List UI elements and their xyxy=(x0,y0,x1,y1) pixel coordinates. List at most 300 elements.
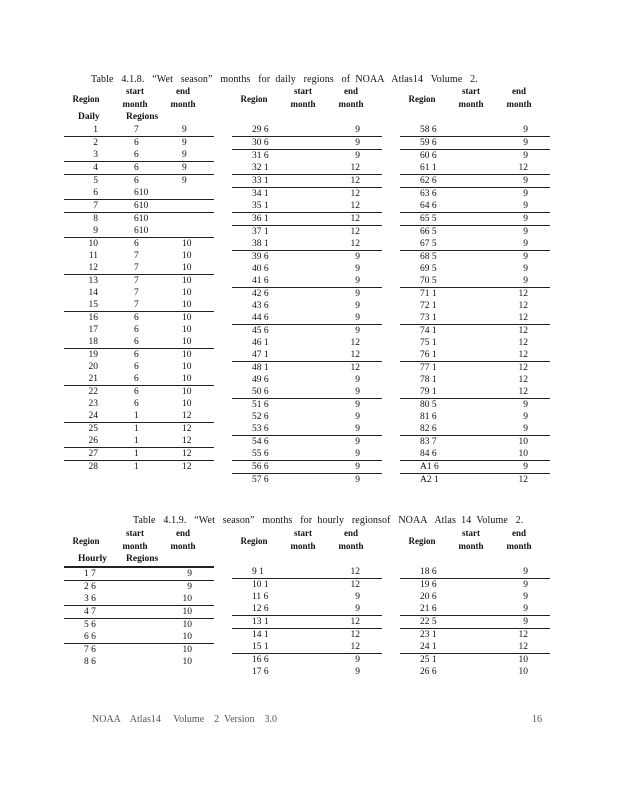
region-start-cell: 73 1 xyxy=(420,313,437,323)
end-month-cell: 12 xyxy=(350,338,360,348)
table-row xyxy=(400,337,550,349)
end-month-cell: 12 xyxy=(350,201,360,211)
table-row xyxy=(64,287,214,299)
end-month-cell: 12 xyxy=(350,176,360,186)
header-start-month: month xyxy=(122,99,148,109)
region-start-cell: 45 6 xyxy=(252,326,269,336)
table-row xyxy=(232,312,382,324)
table-row xyxy=(400,653,550,666)
end-month-cell: 9 xyxy=(355,264,360,274)
start-month-cell: 610 xyxy=(134,226,149,236)
header-end-month: month xyxy=(506,99,532,109)
region-cell: 10 xyxy=(88,239,98,249)
table-row xyxy=(232,136,382,149)
table-row xyxy=(64,324,214,336)
region-start-cell: 40 6 xyxy=(252,264,269,274)
table-row xyxy=(400,275,550,287)
region-start-cell: 53 6 xyxy=(252,424,269,434)
region-cell: 21 xyxy=(88,374,98,384)
region-start-cell: 50 6 xyxy=(252,387,269,397)
region-start-cell: 51 6 xyxy=(252,400,269,410)
table-row xyxy=(232,200,382,212)
table-row xyxy=(400,312,550,324)
table-row xyxy=(232,603,382,615)
end-month-cell: 10 xyxy=(182,362,192,372)
region-start-cell: 18 6 xyxy=(420,567,437,577)
end-month-cell: 9 xyxy=(355,667,360,677)
region-start-cell: 8 6 xyxy=(84,657,96,667)
region-start-cell: 62 6 xyxy=(420,176,437,186)
region-cell: 26 xyxy=(88,436,98,446)
table-row xyxy=(232,174,382,187)
subheader-right: Regions xyxy=(126,554,159,564)
start-month-cell: 6 xyxy=(134,176,139,186)
header-end-month: month xyxy=(170,99,196,109)
end-month-cell: 9 xyxy=(355,326,360,336)
region-cell: 25 xyxy=(88,424,98,434)
start-month-cell: 1 xyxy=(134,436,139,446)
table-row xyxy=(400,603,550,615)
table-header xyxy=(400,86,550,112)
table-row xyxy=(64,348,214,361)
start-month-cell: 6 xyxy=(134,325,139,335)
region-cell: 9 xyxy=(93,226,98,236)
end-month-cell: 10 xyxy=(518,437,528,447)
table-row xyxy=(232,460,382,473)
end-month-cell: 12 xyxy=(350,617,360,627)
region-start-cell: 37 1 xyxy=(252,227,269,237)
end-month-cell: 9 xyxy=(355,449,360,459)
region-start-cell: 75 1 xyxy=(420,338,437,348)
region-cell: 7 xyxy=(93,201,98,211)
table-row xyxy=(232,411,382,423)
end-month-cell: 10 xyxy=(182,657,192,667)
start-month-cell: 610 xyxy=(134,188,149,198)
daily-table-column-2 xyxy=(232,86,382,486)
region-start-cell: 60 6 xyxy=(420,151,437,161)
region-start-cell: 77 1 xyxy=(420,363,437,373)
end-month-cell: 9 xyxy=(187,569,192,579)
header-end-month: month xyxy=(338,99,364,109)
table-row xyxy=(64,568,214,580)
end-month-cell: 9 xyxy=(523,424,528,434)
end-month-cell: 12 xyxy=(182,449,192,459)
region-start-cell: 69 5 xyxy=(420,264,437,274)
table-row xyxy=(64,373,214,385)
region-start-cell: 68 5 xyxy=(420,252,437,262)
region-start-cell: 81 6 xyxy=(420,412,437,422)
end-month-cell: 9 xyxy=(523,176,528,186)
header-start: start xyxy=(126,528,144,538)
end-month-cell: 12 xyxy=(518,301,528,311)
region-start-cell: 79 1 xyxy=(420,387,437,397)
table-row xyxy=(64,212,214,225)
table-row xyxy=(232,212,382,225)
header-end: end xyxy=(511,528,526,538)
end-month-cell: 9 xyxy=(523,400,528,410)
end-month-cell: 9 xyxy=(523,151,528,161)
table-row xyxy=(64,136,214,149)
table-row xyxy=(400,578,550,591)
region-start-cell: 12 6 xyxy=(252,604,269,614)
region-cell: 22 xyxy=(88,387,98,397)
region-start-cell: 17 6 xyxy=(252,667,269,677)
region-start-cell: A1 6 xyxy=(420,462,439,472)
end-month-cell: 9 xyxy=(523,252,528,262)
table-row xyxy=(64,398,214,410)
table-row xyxy=(64,225,214,237)
end-month-cell: 12 xyxy=(350,350,360,360)
region-start-cell: 66 5 xyxy=(420,227,437,237)
end-month-cell: 12 xyxy=(518,163,528,173)
end-month-cell: 9 xyxy=(523,567,528,577)
start-month-cell: 6 xyxy=(134,239,139,249)
start-month-cell: 7 xyxy=(134,288,139,298)
header-start: start xyxy=(462,528,480,538)
end-month-cell: 9 xyxy=(355,301,360,311)
table-row xyxy=(400,386,550,398)
header-region: Region xyxy=(72,94,100,104)
end-month-cell: 10 xyxy=(518,667,528,677)
end-month-cell: 9 xyxy=(355,424,360,434)
region-cell: 14 xyxy=(88,288,98,298)
end-month-cell: 9 xyxy=(355,462,360,472)
end-month-cell: 12 xyxy=(518,363,528,373)
table-row xyxy=(400,615,550,628)
end-month-cell: 9 xyxy=(355,655,360,665)
header-region: Region xyxy=(240,536,268,546)
table-row xyxy=(64,447,214,460)
end-month-cell: 10 xyxy=(182,594,192,604)
region-cell: 24 xyxy=(88,411,98,421)
end-month-cell: 12 xyxy=(350,363,360,373)
end-month-cell: 9 xyxy=(523,264,528,274)
end-month-cell: 9 xyxy=(523,604,528,614)
end-month-cell: 10 xyxy=(182,263,192,273)
header-start-month: month xyxy=(458,99,484,109)
end-month-cell: 12 xyxy=(350,214,360,224)
table-row xyxy=(64,593,214,605)
table-row xyxy=(64,580,214,593)
end-month-cell: 9 xyxy=(355,151,360,161)
table-subheader xyxy=(64,112,214,124)
region-start-cell: 63 6 xyxy=(420,189,437,199)
region-start-cell: 58 6 xyxy=(420,125,437,135)
region-start-cell: 57 6 xyxy=(252,475,269,485)
table-header xyxy=(64,528,214,554)
start-month-cell: 7 xyxy=(134,125,139,135)
table-row xyxy=(400,473,550,486)
start-month-cell: 6 xyxy=(134,399,139,409)
table-row xyxy=(64,149,214,161)
end-month-cell: 9 xyxy=(523,617,528,627)
end-month-cell: 10 xyxy=(182,620,192,630)
region-start-cell: 5 6 xyxy=(84,620,96,630)
region-start-cell: 4 7 xyxy=(84,607,96,617)
table-row xyxy=(232,349,382,361)
region-cell: 8 xyxy=(93,214,98,224)
table-row xyxy=(400,361,550,374)
table-row xyxy=(400,435,550,448)
table-row xyxy=(232,162,382,174)
region-cell: 6 xyxy=(93,188,98,198)
header-start: start xyxy=(294,528,312,538)
region-start-cell: 25 1 xyxy=(420,655,437,665)
region-start-cell: 11 6 xyxy=(252,592,269,602)
table-row xyxy=(232,361,382,374)
hourly-table-column-2 xyxy=(232,528,382,678)
table-row xyxy=(64,174,214,187)
header-region: Region xyxy=(240,94,268,104)
end-month-cell: 9 xyxy=(355,138,360,148)
header-start-month: month xyxy=(458,541,484,551)
table-row xyxy=(64,262,214,274)
region-start-cell: 78 1 xyxy=(420,375,437,385)
table-row xyxy=(400,448,550,460)
region-start-cell: 24 1 xyxy=(420,642,437,652)
end-month-cell: 9 xyxy=(355,387,360,397)
end-month-cell: 9 xyxy=(355,604,360,614)
region-start-cell: 22 5 xyxy=(420,617,437,627)
end-month-cell: 10 xyxy=(182,276,192,286)
table-row xyxy=(64,618,214,631)
start-month-cell: 1 xyxy=(134,411,139,421)
start-month-cell: 1 xyxy=(134,424,139,434)
region-start-cell: 55 6 xyxy=(252,449,269,459)
subheader-left: Hourly xyxy=(78,554,108,564)
table-row xyxy=(400,374,550,386)
table-row xyxy=(232,653,382,666)
region-start-cell: 16 6 xyxy=(252,655,269,665)
end-month-cell: 10 xyxy=(182,288,192,298)
region-start-cell: 6 6 xyxy=(84,632,96,642)
start-month-cell: 6 xyxy=(134,337,139,347)
end-month-cell: 9 xyxy=(523,201,528,211)
end-month-cell: 12 xyxy=(350,189,360,199)
table-row xyxy=(400,263,550,275)
region-start-cell: 46 1 xyxy=(252,338,269,348)
end-month-cell: 12 xyxy=(350,163,360,173)
end-month-cell: 12 xyxy=(182,411,192,421)
table-header xyxy=(64,86,214,112)
region-start-cell: 9 1 xyxy=(252,567,264,577)
region-cell: 5 xyxy=(93,176,98,186)
header-end-month: month xyxy=(170,541,196,551)
table-row xyxy=(400,162,550,174)
daily-table-column-1 xyxy=(64,86,214,473)
region-start-cell: 47 1 xyxy=(252,350,269,360)
table-row xyxy=(232,591,382,603)
table-row xyxy=(64,631,214,643)
region-start-cell: 56 6 xyxy=(252,462,269,472)
region-start-cell: 39 6 xyxy=(252,252,269,262)
header-start: start xyxy=(462,86,480,96)
end-month-cell: 9 xyxy=(182,125,187,135)
region-cell: 13 xyxy=(88,276,98,286)
page-footer: NOAA Atlas14 Volume 2 Version 3.0 xyxy=(92,714,278,725)
end-month-cell: 12 xyxy=(350,642,360,652)
region-cell: 27 xyxy=(88,449,98,459)
table-row xyxy=(400,324,550,337)
table-row xyxy=(400,460,550,473)
end-month-cell: 9 xyxy=(523,580,528,590)
region-cell: 4 xyxy=(93,163,98,173)
region-cell: 23 xyxy=(88,399,98,409)
table-row xyxy=(400,149,550,162)
region-start-cell: 10 1 xyxy=(252,580,269,590)
table-row xyxy=(232,238,382,250)
header-start: start xyxy=(294,86,312,96)
table-row xyxy=(232,578,382,591)
table-row xyxy=(400,300,550,312)
end-month-cell: 10 xyxy=(182,645,192,655)
region-start-cell: 83 7 xyxy=(420,437,437,447)
table-row xyxy=(400,349,550,361)
region-start-cell: 30 6 xyxy=(252,138,269,148)
table-row xyxy=(400,212,550,225)
region-start-cell: 52 6 xyxy=(252,412,269,422)
region-start-cell: 34 1 xyxy=(252,189,269,199)
table-row xyxy=(400,174,550,187)
region-cell: 12 xyxy=(88,263,98,273)
table-row xyxy=(400,641,550,653)
table-row xyxy=(400,287,550,300)
page-number: 16 xyxy=(532,714,542,725)
header-end: end xyxy=(175,86,190,96)
table-row xyxy=(232,628,382,641)
start-month-cell: 6 xyxy=(134,350,139,360)
header-end: end xyxy=(511,86,526,96)
region-cell: 17 xyxy=(88,325,98,335)
table-row xyxy=(400,666,550,678)
end-month-cell: 12 xyxy=(518,289,528,299)
region-start-cell: 44 6 xyxy=(252,313,269,323)
end-month-cell: 10 xyxy=(182,239,192,249)
region-cell: 20 xyxy=(88,362,98,372)
end-month-cell: 10 xyxy=(182,251,192,261)
region-start-cell: 64 6 xyxy=(420,201,437,211)
start-month-cell: 1 xyxy=(134,449,139,459)
table-row xyxy=(64,124,214,136)
table-row xyxy=(232,423,382,435)
region-start-cell: 82 6 xyxy=(420,424,437,434)
region-start-cell: 71 1 xyxy=(420,289,437,299)
end-month-cell: 9 xyxy=(355,437,360,447)
table-caption: Table 4.1.8. “Wet season” months for daily regions of NOAA Atlas14 Volume 2. xyxy=(91,74,478,85)
table-row xyxy=(232,149,382,162)
end-month-cell: 10 xyxy=(182,350,192,360)
table-row xyxy=(64,385,214,398)
table-row xyxy=(232,250,382,263)
table-row xyxy=(400,124,550,136)
table-row xyxy=(232,615,382,628)
end-month-cell: 10 xyxy=(518,449,528,459)
end-month-cell: 9 xyxy=(355,276,360,286)
region-cell: 3 xyxy=(93,150,98,160)
region-start-cell: 43 6 xyxy=(252,301,269,311)
table-row xyxy=(232,300,382,312)
table-row xyxy=(64,656,214,668)
table-row xyxy=(400,238,550,250)
table-row xyxy=(64,435,214,447)
header-region: Region xyxy=(408,94,436,104)
start-month-cell: 610 xyxy=(134,214,149,224)
region-cell: 28 xyxy=(88,462,98,472)
region-start-cell: 31 6 xyxy=(252,151,269,161)
region-start-cell: 41 6 xyxy=(252,276,269,286)
end-month-cell: 12 xyxy=(182,424,192,434)
region-start-cell: 70 5 xyxy=(420,276,437,286)
end-month-cell: 12 xyxy=(350,630,360,640)
region-start-cell: 2 6 xyxy=(84,582,96,592)
region-start-cell: 49 6 xyxy=(252,375,269,385)
region-start-cell: 23 1 xyxy=(420,630,437,640)
table-row xyxy=(232,435,382,448)
end-month-cell: 9 xyxy=(355,475,360,485)
end-month-cell: 9 xyxy=(182,163,187,173)
end-month-cell: 10 xyxy=(182,337,192,347)
end-month-cell: 12 xyxy=(518,642,528,652)
table-row xyxy=(232,225,382,238)
end-month-cell: 10 xyxy=(182,399,192,409)
end-month-cell: 9 xyxy=(523,462,528,472)
table-row xyxy=(64,422,214,435)
region-start-cell: A2 1 xyxy=(420,475,439,485)
table-row xyxy=(64,237,214,250)
region-start-cell: 15 1 xyxy=(252,642,269,652)
table-row xyxy=(232,641,382,653)
table-row xyxy=(232,473,382,486)
end-month-cell: 10 xyxy=(182,607,192,617)
region-start-cell: 32 1 xyxy=(252,163,269,173)
table-row xyxy=(232,398,382,411)
table-row xyxy=(400,250,550,263)
header-start-month: month xyxy=(122,541,148,551)
table-row xyxy=(232,386,382,398)
region-start-cell: 20 6 xyxy=(420,592,437,602)
table-row xyxy=(232,287,382,300)
end-month-cell: 12 xyxy=(182,436,192,446)
table-header xyxy=(232,528,382,554)
table-subheader xyxy=(64,554,214,568)
table-row xyxy=(400,200,550,212)
end-month-cell: 12 xyxy=(518,375,528,385)
region-start-cell: 21 6 xyxy=(420,604,437,614)
end-month-cell: 9 xyxy=(355,252,360,262)
table-row xyxy=(400,423,550,435)
end-month-cell: 10 xyxy=(182,300,192,310)
start-month-cell: 6 xyxy=(134,150,139,160)
end-month-cell: 9 xyxy=(355,592,360,602)
end-month-cell: 9 xyxy=(355,125,360,135)
header-region: Region xyxy=(408,536,436,546)
table-row xyxy=(64,250,214,262)
table-row xyxy=(400,591,550,603)
table-header xyxy=(232,86,382,112)
table-row xyxy=(232,187,382,200)
header-end: end xyxy=(175,528,190,538)
region-start-cell: 48 1 xyxy=(252,363,269,373)
region-start-cell: 19 6 xyxy=(420,580,437,590)
region-start-cell: 1 7 xyxy=(84,569,96,579)
region-start-cell: 26 6 xyxy=(420,667,437,677)
daily-table-column-3 xyxy=(400,86,550,486)
region-start-cell: 36 1 xyxy=(252,214,269,224)
header-start-month: month xyxy=(290,541,316,551)
end-month-cell: 9 xyxy=(182,150,187,160)
end-month-cell: 9 xyxy=(355,289,360,299)
table-row xyxy=(232,275,382,287)
